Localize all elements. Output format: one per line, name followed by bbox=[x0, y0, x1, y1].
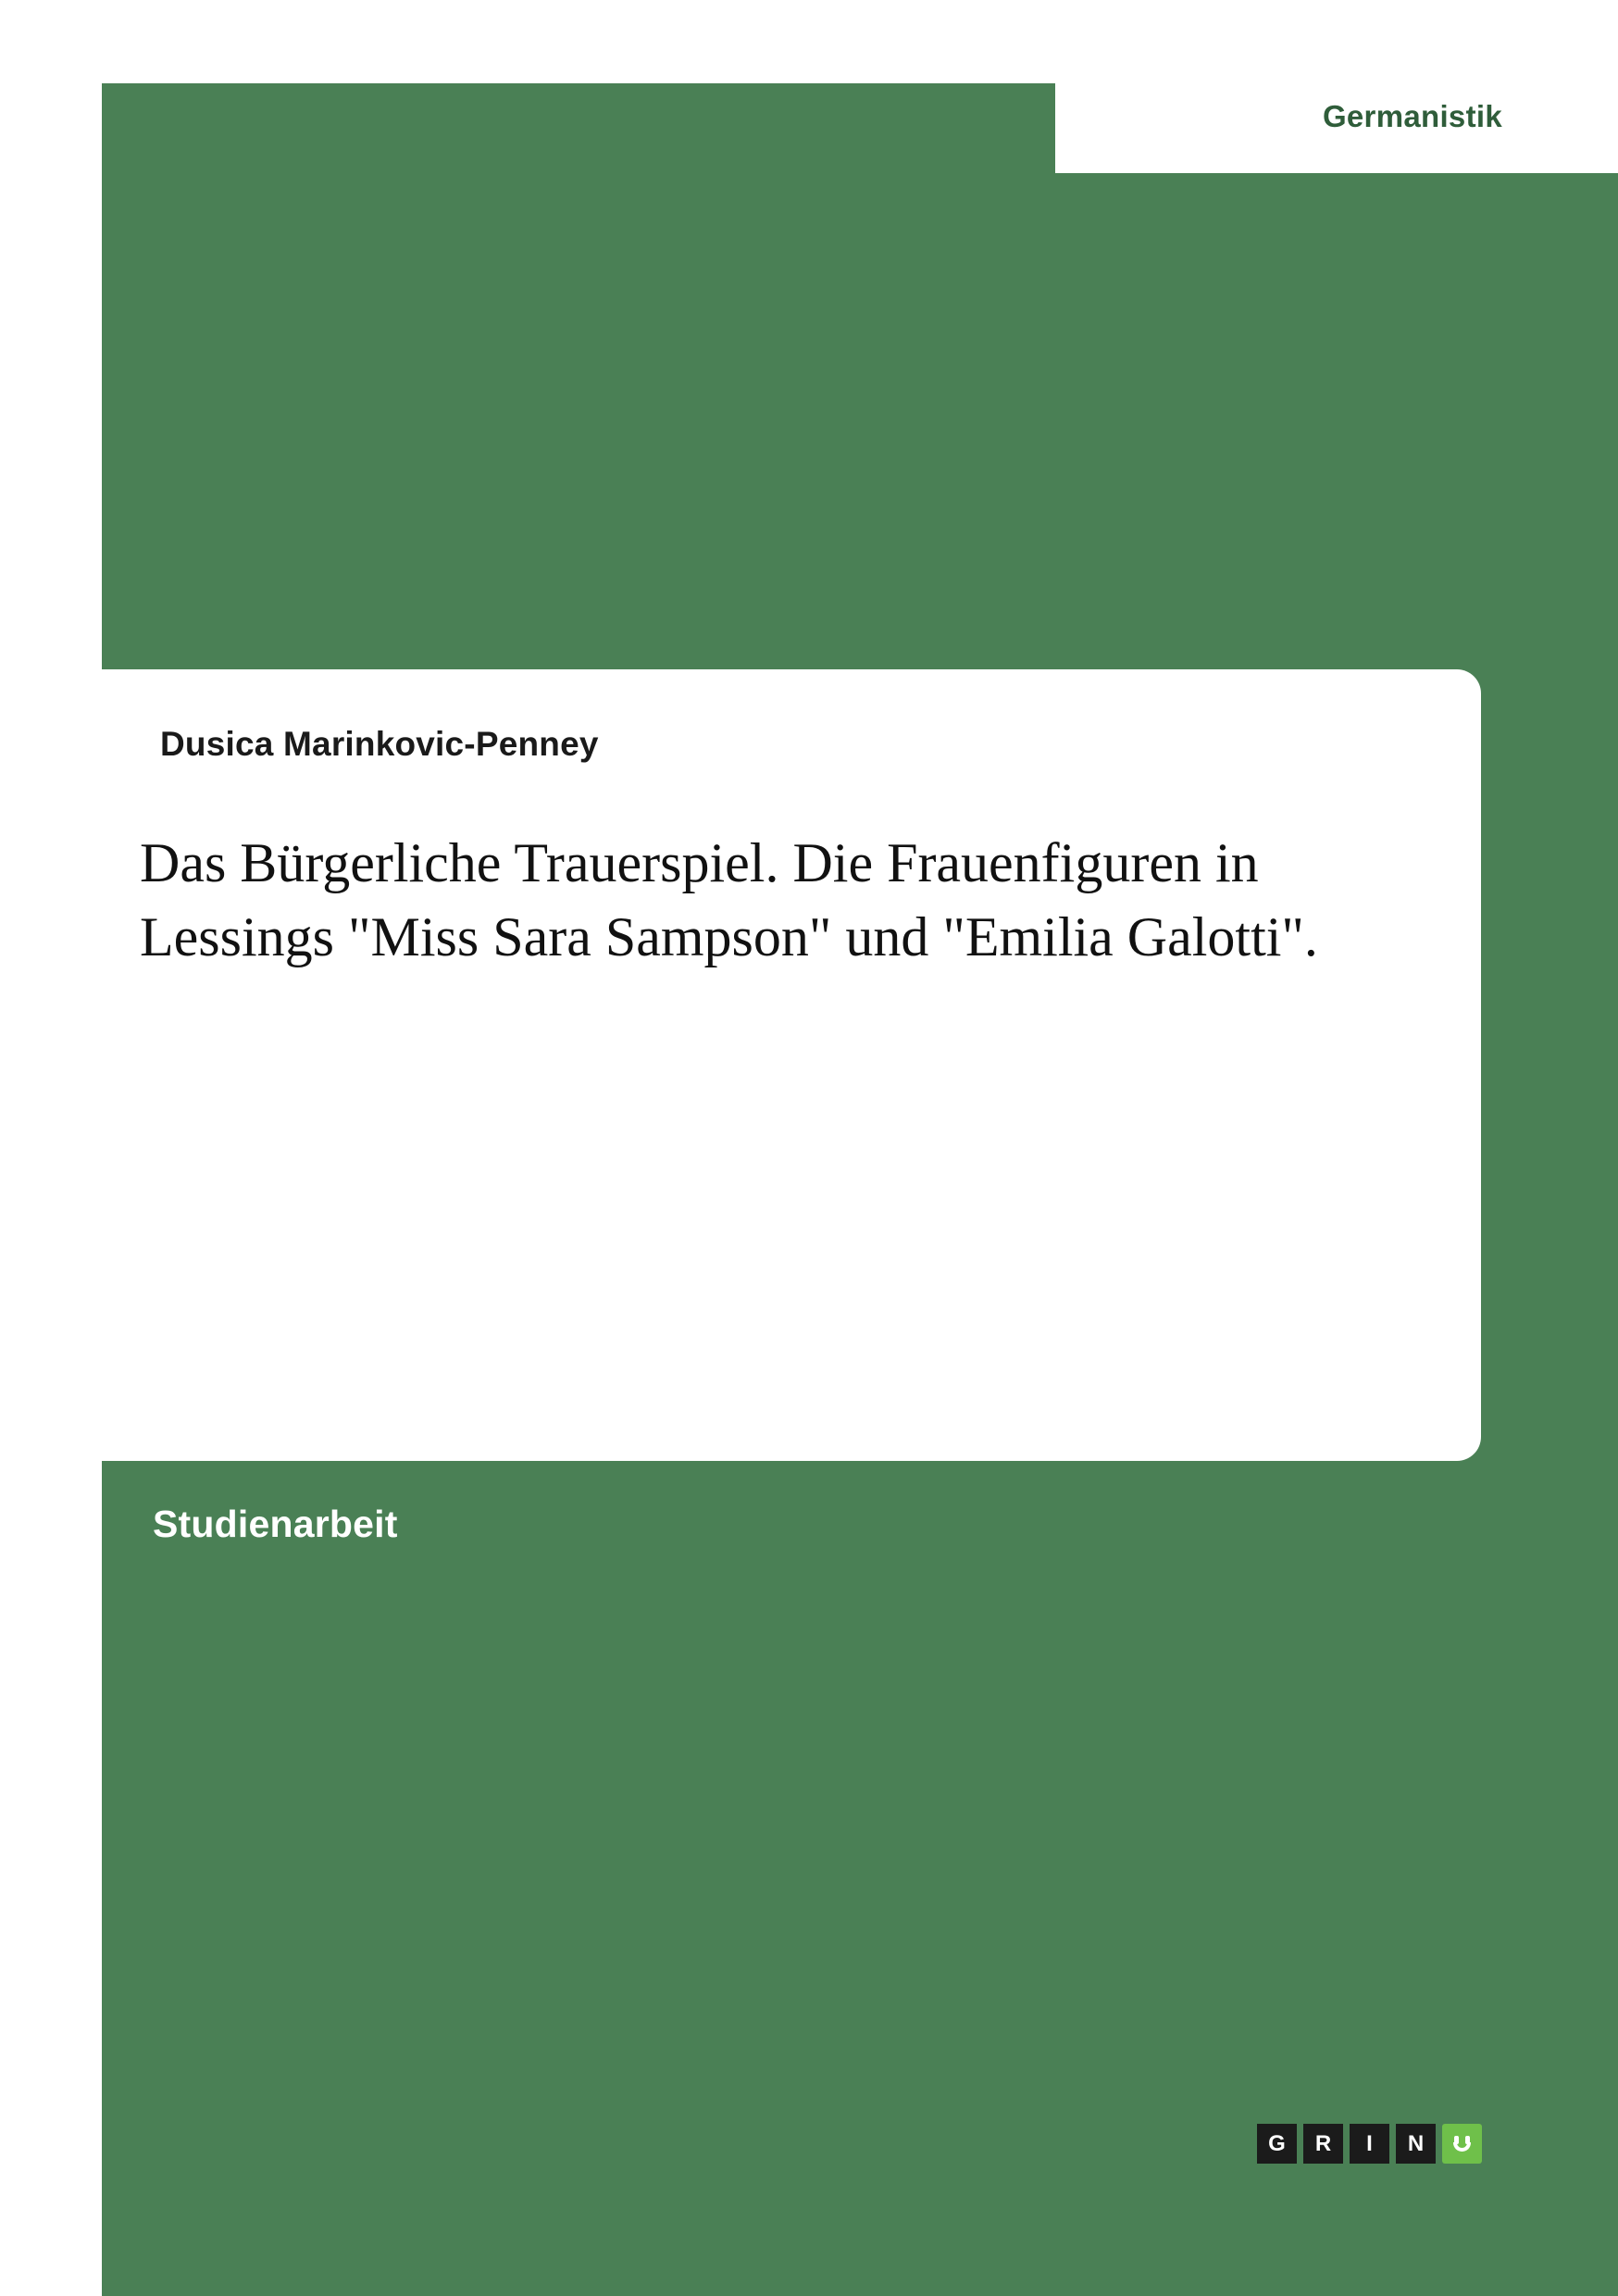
logo-letter-r: R bbox=[1303, 2124, 1343, 2164]
page-title: Das Bürgerliche Trauerspiel. Die Frauenfiguren in Lessings "Miss Sara Sampson" und "Emilia Galotti". bbox=[140, 832, 1318, 967]
logo-letter-g: G bbox=[1257, 2124, 1297, 2164]
logo-letter-n: N bbox=[1396, 2124, 1436, 2164]
cover-frame bbox=[51, 42, 1567, 2254]
author-name: Dusica Marinkovic-Penney bbox=[160, 725, 599, 763]
grin-publisher-logo bbox=[1257, 2124, 1482, 2164]
cover-green-notch bbox=[102, 83, 1055, 176]
logo-letter-i: I bbox=[1350, 2124, 1389, 2164]
smiley-face-icon bbox=[1442, 2124, 1482, 2164]
subject-category-label: Germanistik bbox=[1322, 99, 1502, 133]
document-type-label: Studienarbeit bbox=[153, 1503, 398, 1545]
title-card bbox=[51, 669, 1481, 1461]
